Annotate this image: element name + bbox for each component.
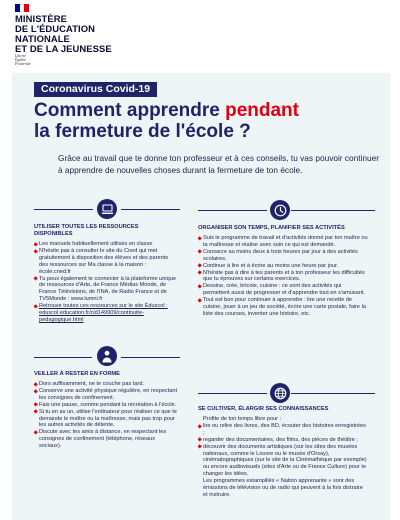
list-item: Si tu en as un, utilise l'ordinateur pour réaliser ce que te demande le maître ou la maîtresse, mais pas trop pour les autres activités de détente. [34, 409, 178, 430]
title-highlight: pendant [225, 100, 299, 121]
list-item: Discute avec tes amis à distance, en respectant les consignes de confinement (téléphone, réseaux sociaux). [34, 429, 178, 450]
section-divider [34, 209, 93, 210]
laptop-icon [97, 199, 117, 219]
organize-section [198, 225, 368, 318]
intro-paragraph: Grâce au travail que te donne ton professeur et à ces conseils, tu vas pouvoir continuer à apprendre de nouvelles choses durant la fermeture de ton école. [58, 153, 379, 175]
list-item: Continue à lire et à écrire au moins une heure par jour. [198, 263, 368, 270]
page-title: Comment apprendre pendant la fermeture de l'école ? [34, 100, 299, 142]
section-divider [291, 393, 375, 394]
resources-section [34, 224, 178, 324]
culture-title: SE CULTIVER, ÉLARGIR SES CONNAISSANCES [198, 406, 329, 412]
list-item: Dors suffisamment, ne te couche pas tard. [34, 381, 178, 388]
wellbeing-title: VEILLER À RESTER EN FORME [34, 371, 120, 377]
republic-motto: Liberté Égalité Fraternité [15, 54, 31, 67]
section-divider [121, 209, 180, 210]
list-item: Conserve une activité physique régulière, en respectant les consignes de confinement. [34, 388, 178, 402]
section-divider [121, 357, 180, 358]
list-item: regarder des documentaires, des films, des pièces de théâtre ; [198, 437, 368, 444]
person-icon [97, 346, 117, 366]
culture-section [198, 406, 368, 499]
organize-title: ORGANISER SON TEMPS, PLANIFIER SES ACTIVITÉS [198, 225, 345, 231]
list-item: Fais une pause, comme pendant la récréation à l'école. [34, 402, 178, 409]
section-divider [291, 210, 375, 211]
wellbeing-section [34, 371, 178, 450]
list-item: lire ou relire des livres, des BD, écouter des histoires enregistrées ; [198, 423, 368, 437]
list-item: Les manuels habituellement utilisés en classe [34, 241, 178, 248]
list-item: Dessine, crée, bricole, cuisine : ce sont des activités qui permettent aussi de progresser et d'apprendre tout en s'amusant. [198, 283, 368, 297]
globe-icon [270, 383, 290, 403]
french-flag-icon [15, 4, 29, 12]
list-item: N'hésite pas à dire à tes parents et à ton professeur les difficultés que tu éprouves sur certains exercices. [198, 270, 368, 284]
ministry-name: MINISTÈRE DE L'ÉDUCATION NATIONALE ET DE LA JEUNESSE [15, 13, 112, 54]
list-item: Consacre au moins deux à trois heures par jour à des activités scolaires. [198, 249, 368, 263]
section-divider [34, 357, 92, 358]
clock-icon [270, 200, 290, 220]
resources-title: UTILISER TOUTES LES RESSOURCES DISPONIBLES [34, 224, 139, 237]
list-item: découvrir des documents artistiques (sur les sites des musées nationaux, comme le Louvre ou le musée d'Orsay), cinématographiques (sur le site de la Cinémathèque par exemple) ou encore audiovisuels (sites d'Arte ou de France Culture) pour te changer les idées. [198, 444, 368, 479]
culture-outro: Les programmes estampillés « Nation apprenante » sont des émissions de télévision ou de radio qui peuvent à la fois distraire et instruire. [203, 478, 363, 498]
covid-banner: Coronavirus Covid-19 [34, 82, 157, 97]
section-divider [198, 393, 267, 394]
culture-intro: Profite de ton temps libre pour : [203, 416, 282, 422]
list-item: N'hésite pas à consulter le site du Cned qui met gratuitement à disposition des élèves et des parents des ressources sur Ma classe à la maison : école.cned.fr [34, 248, 178, 276]
eduscol-link[interactable]: Retrouve toutes ces ressources sur le site Éduscol : eduscol.education.fr/cid149909/continuite-pedagogique.html [34, 303, 178, 324]
ministry-header [0, 0, 400, 67]
list-item: Tout est bon pour continuer à apprendre : lire une recette de cuisine, jouer à un jeu de société, écrire une carte postale, faire la liste des courses, inventer une histoire, etc. [198, 297, 368, 318]
section-divider [198, 210, 267, 211]
list-item: Suis le programme de travail et d'activités donné par ton maître ou ta maîtresse et réalise avec soin ce qui est demandé. [198, 235, 368, 249]
list-item: Tu peux également te connecter à la plateforme unique de ressources d'Arte, de France Médias Monde, de France Télévisions, de l'INA, de Radio France et de TV5Monde : www.lumni.fr [34, 276, 178, 304]
